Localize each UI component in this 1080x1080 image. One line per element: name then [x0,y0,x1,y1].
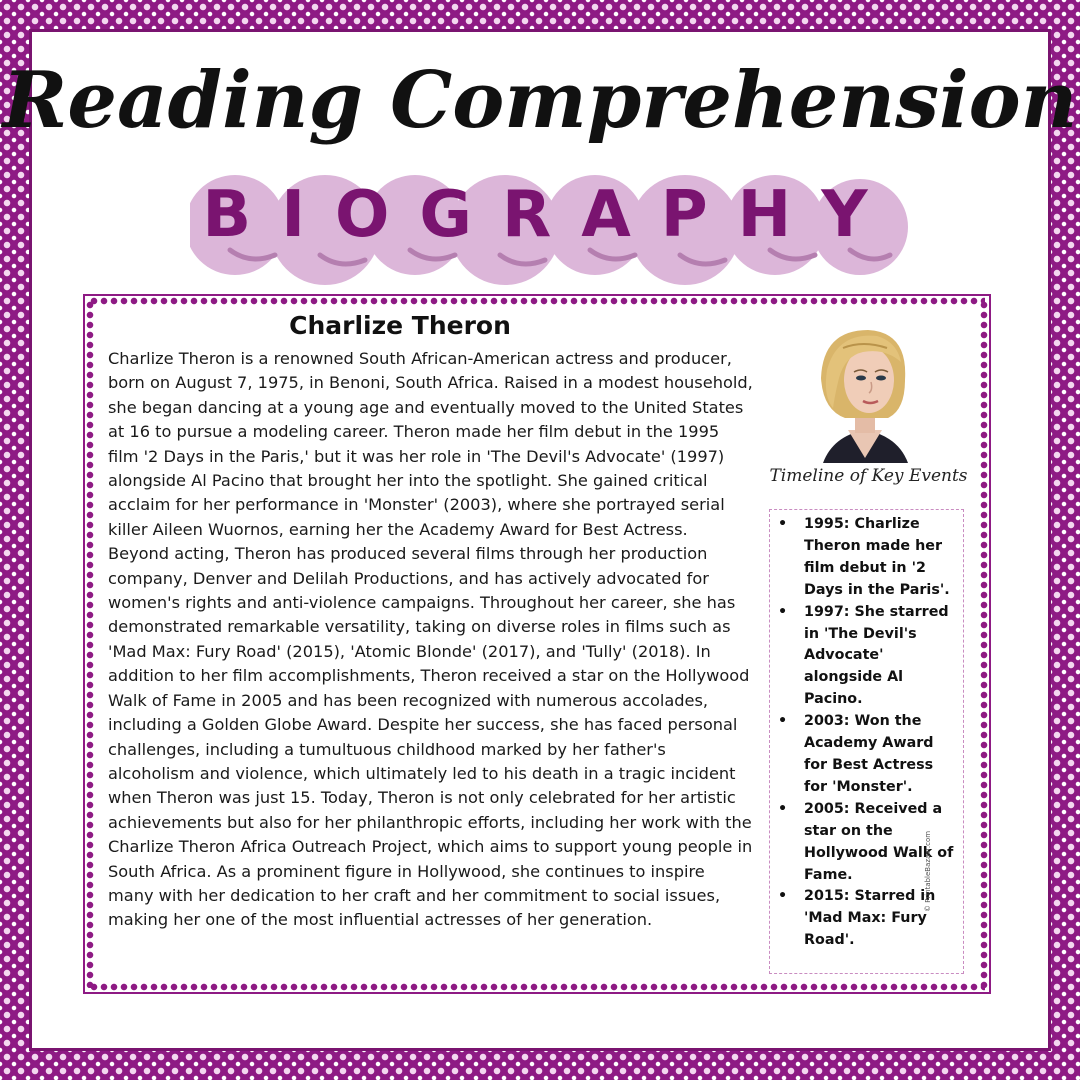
card-scallop-left [86,300,94,988]
card-scallop-top [89,297,985,305]
card-scallop-right [980,300,988,988]
card-scallop-bottom [89,983,985,991]
timeline-event: • 1997: She starred in 'The Devil's Advocate' alongside Al Pacino. [778,602,958,712]
biography-text: Charlize Theron is a renowned South African-American actress and producer, born on August 7, 1975, in Benoni, South Africa. Raised in a modest household, she began dancing at a young age and eventually moved to the United States at 16 to pursue a modeling career. Theron made her film debut in the 1995 film '2 Days in the Paris,' but it was her role in 'The Devil's Advocate' (1997) alongside Al Pacino that brought her into the spotlight. She gained critical acclaim for her performance in 'Monster' (2003), where she portrayed serial killer Aileen Wuornos, earning her the Academy Award for Best Actress. Beyond acting, Theron has produced several films through her production company, Denver and Delilah Productions, and has actively advocated for women's rights and anti-violence campaigns. Throughout her career, she has demonstrated remarkable versatility, taking on diverse roles in films such as 'Mad Max: Fury Road' (2015), 'Atomic Blonde' (2017), and 'Tully' (2018). In addition to her film accomplishments, Theron received a star on the Hollywood Walk of Fame in 2005 and has been recognized with numerous accolades, including a Golden Globe Award. Despite her success, she has faced personal challenges, including a tumultuous childhood marked by her father's alcoholism and violence, which ultimately led to his death in a tragic incident when Theron was just 15. Today, Theron is not only celebrated for her artistic achievements but also for her philanthropic efforts, including her work with the Charlize Theron Africa Outreach Project, which aims to support young people in South Africa. As a prominent figure in Hollywood, she continues to inspire many with her dedication to her craft and her commitment to social issues, making her one of the most influential actresses of her generation. [108,349,753,930]
page-subtitle: BIOGRAPHY [202,178,898,252]
timeline-title: Timeline of Key Events [769,466,968,486]
timeline-event: • 1995: Charlize Theron made her film debut in '2 Days in the Paris'. [778,514,958,602]
timeline-event: • 2005: Received a star on the Hollywood Walk of Fame. [778,799,958,887]
page-title: Reading Comprehension [2,55,1078,146]
timeline-event: • 2003: Won the Academy Award for Best Actress for 'Monster'. [778,711,958,799]
copyright-credit: © PrintableBazaar.com [924,830,932,912]
timeline-event: • 2015: Starred in 'Mad Max: Fury Road'. [778,886,958,952]
subject-name: Charlize Theron [289,311,511,340]
portrait-image [793,318,938,463]
